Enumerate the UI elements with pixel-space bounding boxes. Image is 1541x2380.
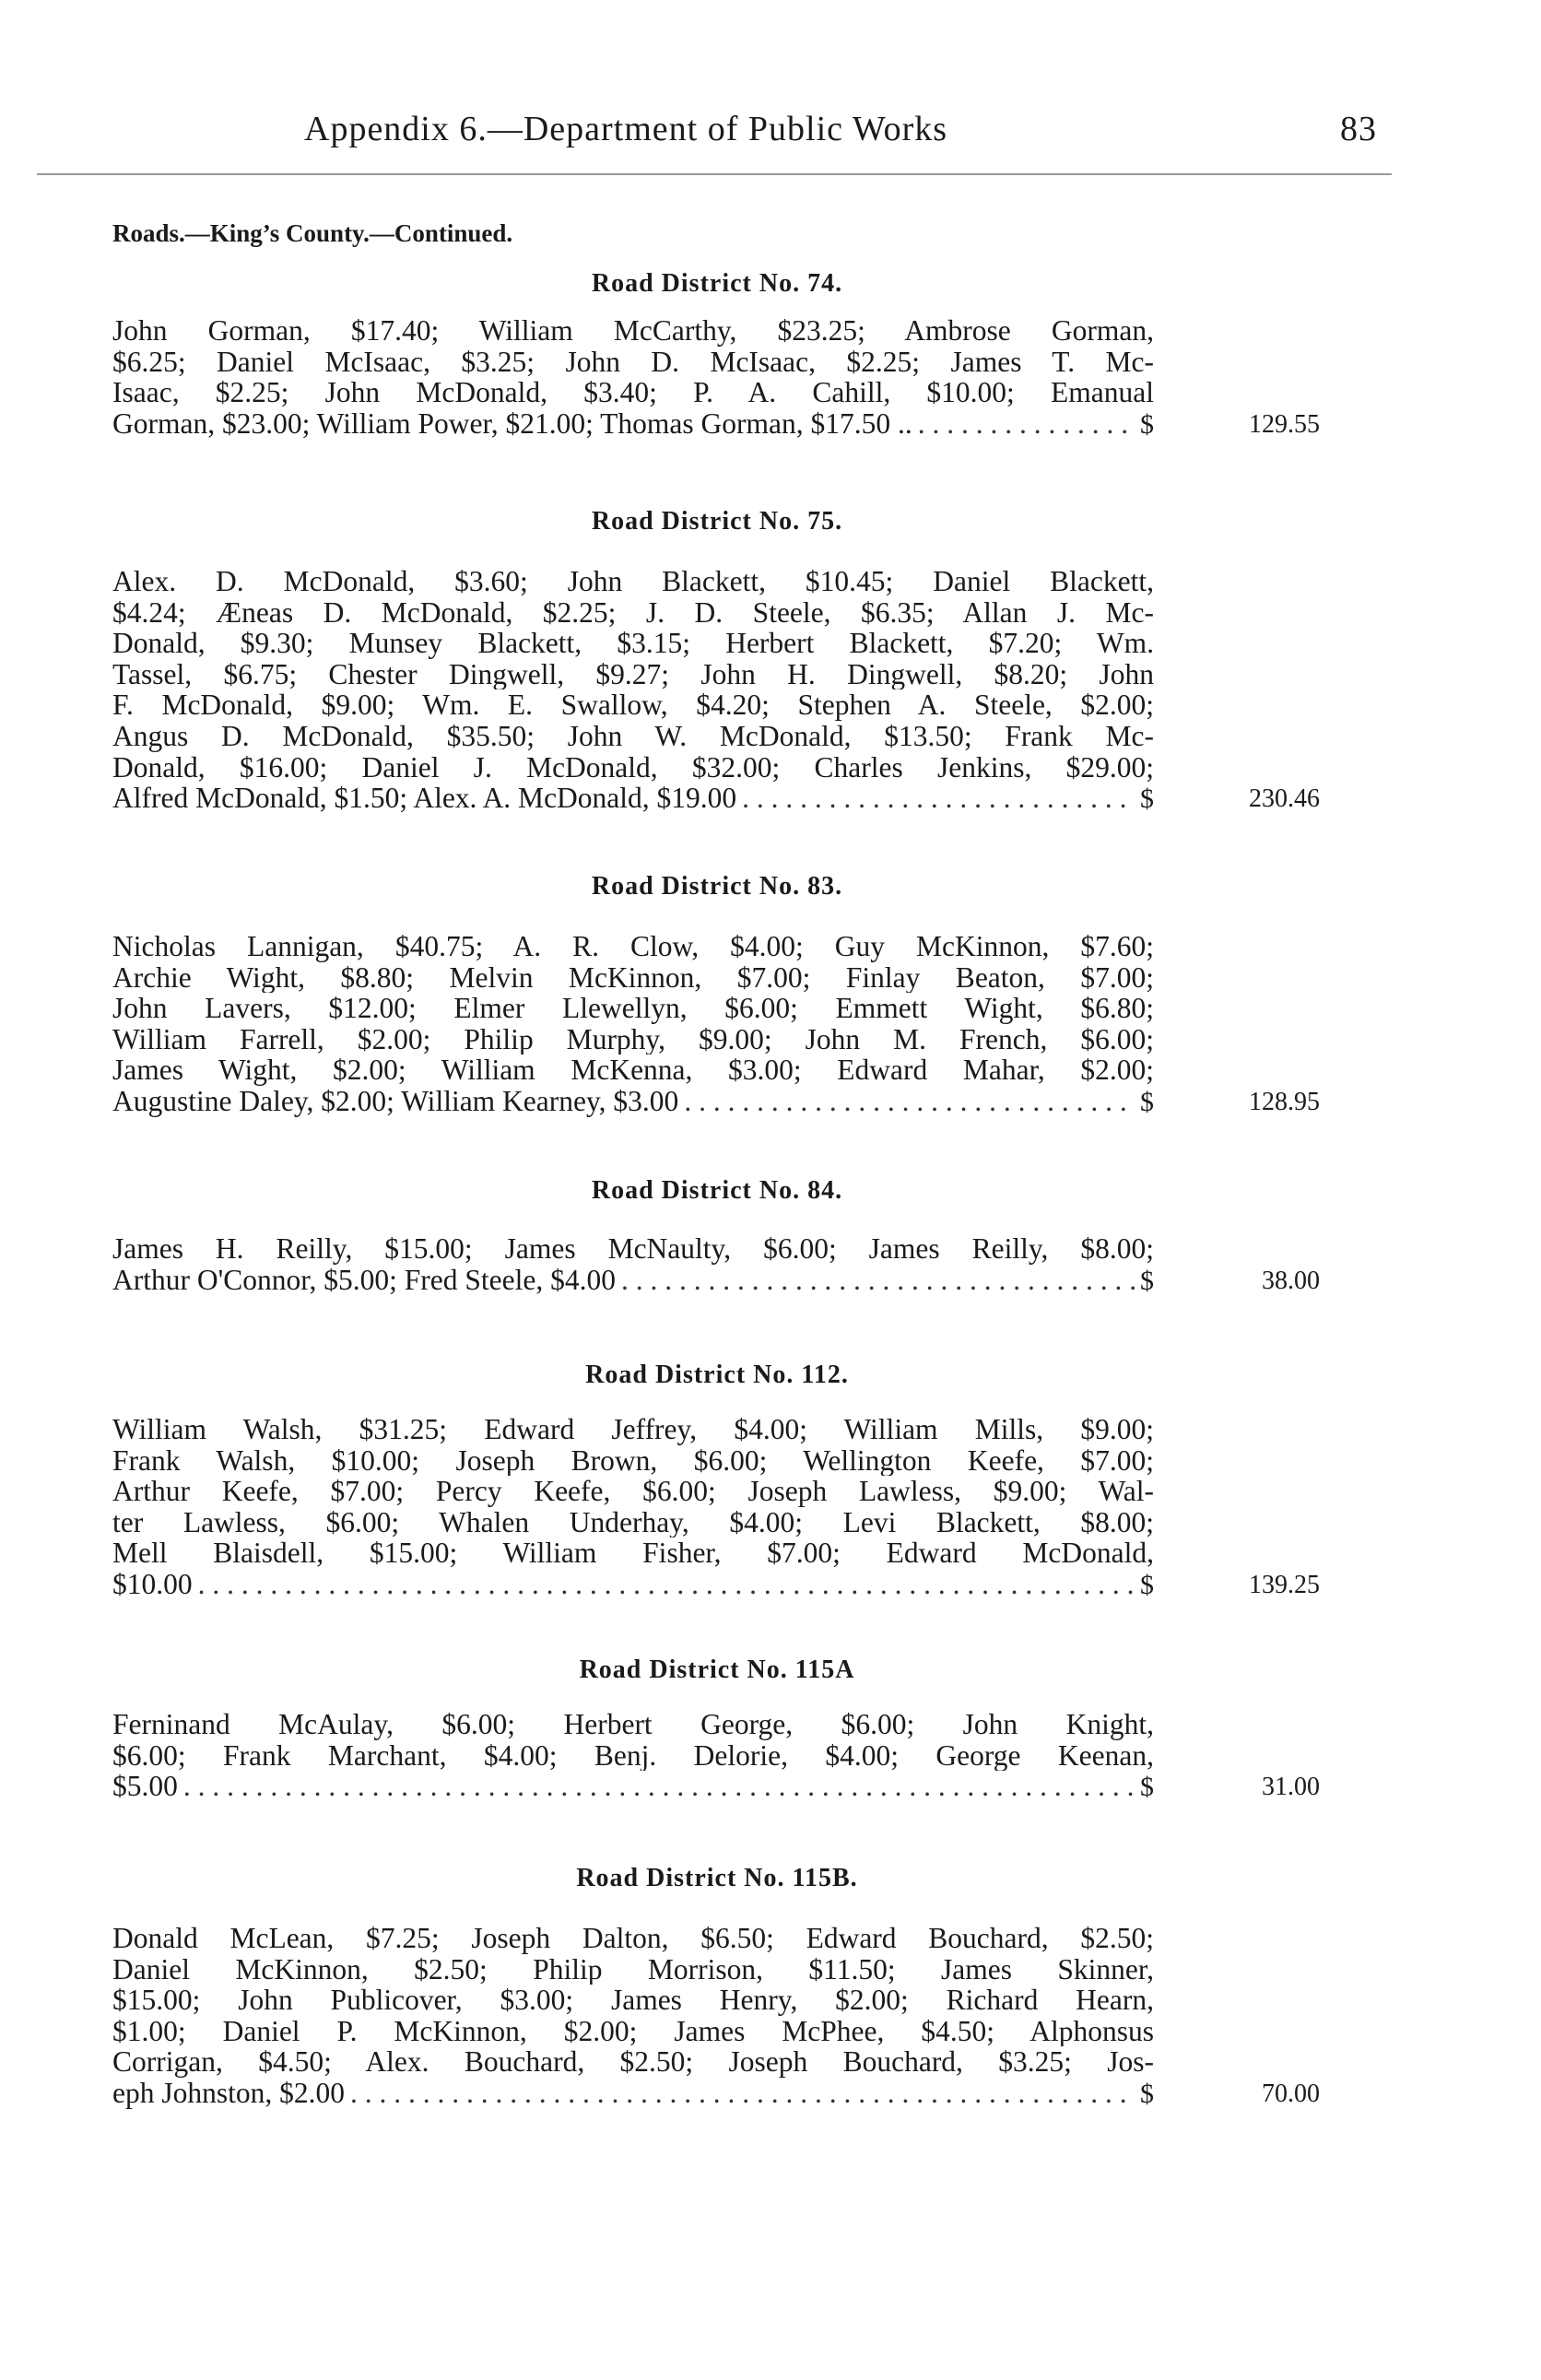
- district-heading: Road District No. 115B.: [576, 1864, 858, 1892]
- district-heading: Road District No. 83.: [591, 872, 843, 901]
- entry-line: Arthur Keefe, $7.00; Percy Keefe, $6.00; Joseph Lawless, $9.00; Wal-: [112, 1476, 1154, 1507]
- entry-line: John Lavers, $12.00; Elmer Llewellyn, $6.00; Emmett Wight, $6.80;: [112, 993, 1154, 1024]
- entry-line: Donald, $16.00; Daniel J. McDonald, $32.00; Charles Jenkins, $29.00;: [112, 751, 1154, 784]
- district-total: 139.25: [1249, 1571, 1320, 1599]
- district-entry: [112, 1923, 1154, 2110]
- entry-line: Frank Walsh, $10.00; Joseph Brown, $6.00; Wellington Keefe, $7.00;: [112, 1444, 1154, 1477]
- entry-line: $10.00: [112, 1568, 193, 1600]
- entry-line: James Wight, $2.00; William McKenna, $3.00; Edward Mahar, $2.00;: [112, 1055, 1154, 1086]
- dollar-sign: $: [1140, 1086, 1154, 1117]
- district-total: 38.00: [1262, 1266, 1320, 1295]
- entry-last-line: [112, 1771, 1154, 1803]
- entry-line: $5.00: [112, 1771, 178, 1803]
- district-entry: [112, 1709, 1154, 1803]
- entry-line: Alex. D. McDonald, $3.60; John Blackett, $10.45; Daniel Blackett,: [112, 566, 1154, 597]
- header-rule: [37, 173, 1392, 175]
- dot-leader: [198, 1569, 1135, 1600]
- entry-line: Daniel McKinnon, $2.50; Philip Morrison, $11.50; James Skinner,: [112, 1953, 1154, 1985]
- district-heading: Road District No. 115A: [579, 1655, 855, 1684]
- entry-line: Angus D. McDonald, $35.50; John W. McDonald, $13.50; Frank Mc-: [112, 720, 1154, 752]
- entry-line: William Farrell, $2.00; Philip Murphy, $9.00; John M. French, $6.00;: [112, 1023, 1154, 1055]
- entry-line: $15.00; John Publicover, $3.00; James Henry, $2.00; Richard Hearn,: [112, 1985, 1154, 2016]
- dollar-sign: $: [1140, 784, 1154, 815]
- page-number: 83: [1340, 110, 1377, 148]
- dollar-sign: $: [1140, 408, 1154, 440]
- entry-line: Corrigan, $4.50; Alex. Bouchard, $2.50; Joseph Bouchard, $3.25; Jos-: [112, 2046, 1154, 2078]
- district-total: 70.00: [1262, 2080, 1320, 2108]
- district-entry: [112, 1233, 1154, 1296]
- district-total: 31.00: [1262, 1773, 1320, 1802]
- entry-line: $4.24; Æneas D. McDonald, $2.25; J. D. Steele, $6.35; Allan J. Mc-: [112, 596, 1154, 629]
- district-heading: Road District No. 112.: [585, 1361, 849, 1389]
- district-entry: [112, 1414, 1154, 1601]
- dot-leader: [918, 408, 1135, 440]
- district-heading: Road District No. 74.: [591, 269, 843, 298]
- dot-leader: [742, 783, 1135, 814]
- district-heading: Road District No. 84.: [591, 1176, 843, 1205]
- dollar-sign: $: [1140, 1569, 1154, 1600]
- dollar-sign: $: [1140, 1772, 1154, 1803]
- entry-last-line: [112, 2078, 1154, 2110]
- entry-line: Donald McLean, $7.25; Joseph Dalton, $6.50; Edward Bouchard, $2.50;: [112, 1923, 1154, 1954]
- entry-line: Alfred McDonald, $1.50; Alex. A. McDonald, $19.00: [112, 783, 737, 815]
- running-head: [0, 109, 1541, 155]
- entry-line: Gorman, $23.00; William Power, $21.00; Thomas Gorman, $17.50 ..: [112, 407, 912, 440]
- entry-line: Donald, $9.30; Munsey Blackett, $3.15; Herbert Blackett, $7.20; Wm.: [112, 628, 1154, 659]
- entry-line: eph Johnston, $2.00: [112, 2077, 345, 2109]
- district-entry: [112, 566, 1154, 815]
- entry-last-line: [112, 1265, 1154, 1297]
- entry-last-line: [112, 1086, 1154, 1118]
- entry-line: John Gorman, $17.40; William McCarthy, $23.25; Ambrose Gorman,: [112, 315, 1154, 347]
- entry-line: F. McDonald, $9.00; Wm. E. Swallow, $4.20; Stephen A. Steele, $2.00;: [112, 689, 1154, 721]
- entry-line: $1.00; Daniel P. McKinnon, $2.00; James McPhee, $4.50; Alphonsus: [112, 2015, 1154, 2047]
- entry-line: Isaac, $2.25; John McDonald, $3.40; P. A. Cahill, $10.00; Emanual: [112, 377, 1154, 408]
- dot-leader: [684, 1086, 1135, 1117]
- entry-line: ter Lawless, $6.00; Whalen Underhay, $4.00; Levi Blackett, $8.00;: [112, 1506, 1154, 1538]
- entry-line: Arthur O'Connor, $5.00; Fred Steele, $4.00: [112, 1264, 616, 1296]
- entry-line: Ferninand McAulay, $6.00; Herbert George, $6.00; John Knight,: [112, 1709, 1154, 1740]
- district-heading: Road District No. 75.: [591, 507, 843, 536]
- dollar-sign: $: [1140, 1265, 1154, 1296]
- entry-line: Nicholas Lannigan, $40.75; A. R. Clow, $4.00; Guy McKinnon, $7.60;: [112, 931, 1154, 962]
- entry-last-line: [112, 783, 1154, 815]
- dot-leader: [183, 1771, 1135, 1802]
- entry-line: Augustine Daley, $2.00; William Kearney, $3.00: [112, 1085, 679, 1117]
- dollar-sign: $: [1140, 2078, 1154, 2109]
- dot-leader: [621, 1265, 1135, 1296]
- district-total: 230.46: [1249, 784, 1320, 814]
- entry-last-line: [112, 408, 1154, 441]
- entry-line: William Walsh, $31.25; Edward Jeffrey, $4.00; William Mills, $9.00;: [112, 1414, 1154, 1445]
- district-total: 128.95: [1249, 1088, 1320, 1116]
- section-heading: Roads.—King’s County.—Continued.: [112, 219, 513, 247]
- district-total: 129.55: [1249, 409, 1320, 439]
- dot-leader: [350, 2078, 1135, 2109]
- running-title: Appendix 6.—Department of Public Works: [304, 110, 948, 148]
- entry-line: Archie Wight, $8.80; Melvin McKinnon, $7.00; Finlay Beaton, $7.00;: [112, 961, 1154, 994]
- entry-last-line: [112, 1569, 1154, 1601]
- entry-line: James H. Reilly, $15.00; James McNaulty, $6.00; James Reilly, $8.00;: [112, 1233, 1154, 1265]
- entry-line: Tassel, $6.75; Chester Dingwell, $9.27; John H. Dingwell, $8.20; John: [112, 658, 1154, 690]
- district-entry: [112, 931, 1154, 1118]
- entry-line: $6.00; Frank Marchant, $4.00; Benj. Delorie, $4.00; George Keenan,: [112, 1739, 1154, 1772]
- entry-line: $6.25; Daniel McIsaac, $3.25; John D. McIsaac, $2.25; James T. Mc-: [112, 346, 1154, 378]
- district-entry: [112, 315, 1154, 440]
- entry-line: Mell Blaisdell, $15.00; William Fisher, $7.00; Edward McDonald,: [112, 1538, 1154, 1569]
